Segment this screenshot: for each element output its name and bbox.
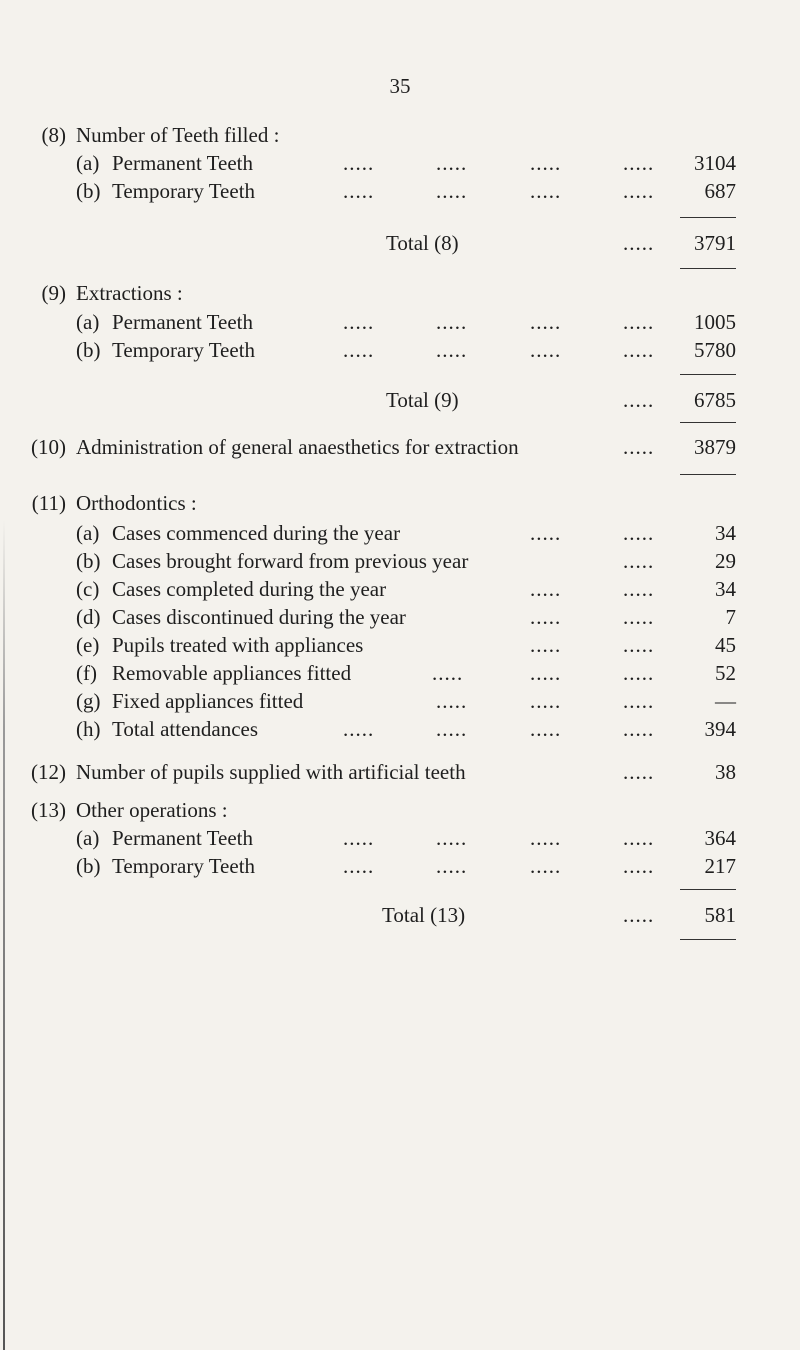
leader-dots: ..... [623, 826, 655, 850]
entry-label: Temporary Teeth [112, 854, 256, 878]
entry-key: (b) [76, 179, 101, 203]
leader-dots: ..... [623, 338, 655, 362]
entry-label: Temporary Teeth [112, 179, 256, 203]
entry-label: Removable appliances fitted [112, 661, 352, 685]
entry-value: 1005 [694, 310, 736, 334]
leader-dots: ..... [623, 689, 655, 713]
leader-dots: ..... [436, 717, 468, 741]
entry-value: 3879 [694, 435, 736, 459]
leader-dots: ..... [530, 717, 562, 741]
entry-key: (b) [76, 549, 101, 573]
leader-dots: ..... [623, 605, 655, 629]
leader-dots: ..... [343, 151, 375, 175]
leader-dots: ..... [436, 310, 468, 334]
entry-key: (a) [76, 310, 100, 334]
entry-key: (d) [76, 605, 101, 629]
sum-rule [680, 939, 736, 940]
section-title: Number of Teeth filled : [76, 123, 280, 147]
entry-label: Permanent Teeth [112, 151, 254, 175]
leader-dots: ..... [623, 151, 655, 175]
entry-key: (a) [76, 521, 100, 545]
entry-label: Cases brought forward from previous year [112, 549, 469, 573]
leader-dots: ..... [343, 854, 375, 878]
entry-value: 687 [704, 179, 736, 203]
sum-rule [680, 217, 736, 218]
section-number: (11) [31, 491, 66, 515]
leader-dots: ..... [623, 388, 655, 412]
leader-dots: ..... [343, 338, 375, 362]
page-number: 35 [389, 74, 411, 98]
leader-dots: ..... [530, 661, 562, 685]
entry-key: (h) [76, 717, 101, 741]
entry-value: 217 [704, 854, 736, 878]
entry-label: Temporary Teeth [112, 338, 256, 362]
leader-dots: ..... [530, 338, 562, 362]
section-number: (8) [41, 123, 66, 147]
sum-rule [680, 889, 736, 890]
entry-key: (b) [76, 854, 101, 878]
leader-dots: ..... [623, 633, 655, 657]
total-value: 3791 [694, 231, 736, 255]
section-title: Other operations : [76, 798, 228, 822]
entry-label: Fixed appliances fitted [112, 689, 304, 713]
entry-value: 3104 [694, 151, 736, 175]
leader-dots: ..... [530, 151, 562, 175]
entry-key: (a) [76, 151, 100, 175]
entry-value: 364 [704, 826, 736, 850]
leader-dots: ..... [530, 689, 562, 713]
sum-rule [680, 422, 736, 423]
section-title: Extractions : [76, 281, 183, 305]
sum-rule [680, 474, 736, 475]
leader-dots: ..... [436, 689, 468, 713]
entry-key: (b) [76, 338, 101, 362]
leader-dots: ..... [436, 151, 468, 175]
entry-label: Cases commenced during the year [112, 521, 401, 545]
leader-dots: ..... [530, 633, 562, 657]
entry-key: (f) [76, 661, 97, 685]
leader-dots: ..... [530, 854, 562, 878]
leader-dots: ..... [343, 310, 375, 334]
entry-label: Permanent Teeth [112, 826, 254, 850]
leader-dots: ..... [623, 577, 655, 601]
leader-dots: ..... [343, 179, 375, 203]
entry-value: — [715, 689, 736, 713]
sum-rule [680, 268, 736, 269]
entry-label: Administration of general anaesthetics for extraction [76, 435, 519, 459]
page-edge-shadow [3, 520, 5, 1350]
entry-value: 394 [704, 717, 736, 741]
section-number: (9) [41, 281, 66, 305]
leader-dots: ..... [530, 577, 562, 601]
leader-dots: ..... [623, 903, 655, 927]
leader-dots: ..... [530, 826, 562, 850]
entry-key: (a) [76, 826, 100, 850]
entry-value: 45 [715, 633, 736, 657]
leader-dots: ..... [623, 549, 655, 573]
total-label: Total (8) [386, 231, 459, 255]
entry-key: (e) [76, 633, 100, 657]
leader-dots: ..... [436, 826, 468, 850]
leader-dots: ..... [530, 605, 562, 629]
total-value: 581 [704, 903, 736, 927]
leader-dots: ..... [436, 854, 468, 878]
section-number: (10) [31, 435, 66, 459]
entry-value: 34 [715, 521, 736, 545]
leader-dots: ..... [623, 179, 655, 203]
section-number: (13) [31, 798, 66, 822]
leader-dots: ..... [432, 661, 464, 685]
entry-value: 29 [715, 549, 736, 573]
leader-dots: ..... [436, 338, 468, 362]
leader-dots: ..... [623, 435, 655, 459]
leader-dots: ..... [530, 310, 562, 334]
entry-value: 34 [715, 577, 736, 601]
section-number: (12) [31, 760, 66, 784]
entry-value: 52 [715, 661, 736, 685]
entry-key: (g) [76, 689, 101, 713]
entry-label: Pupils treated with appliances [112, 633, 364, 657]
total-value: 6785 [694, 388, 736, 412]
entry-label: Permanent Teeth [112, 310, 254, 334]
entry-label: Number of pupils supplied with artificial teeth [76, 760, 466, 784]
entry-value: 5780 [694, 338, 736, 362]
total-label: Total (9) [386, 388, 459, 412]
leader-dots: ..... [623, 661, 655, 685]
entry-label: Cases discontinued during the year [112, 605, 406, 629]
leader-dots: ..... [436, 179, 468, 203]
leader-dots: ..... [343, 826, 375, 850]
leader-dots: ..... [623, 760, 655, 784]
entry-key: (c) [76, 577, 100, 601]
entry-value: 7 [725, 605, 736, 629]
entry-label: Cases completed during the year [112, 577, 387, 601]
entry-value: 38 [715, 760, 736, 784]
total-label: Total (13) [382, 903, 466, 927]
leader-dots: ..... [623, 521, 655, 545]
leader-dots: ..... [343, 717, 375, 741]
leader-dots: ..... [530, 179, 562, 203]
leader-dots: ..... [623, 854, 655, 878]
leader-dots: ..... [623, 231, 655, 255]
leader-dots: ..... [530, 521, 562, 545]
leader-dots: ..... [623, 717, 655, 741]
leader-dots: ..... [623, 310, 655, 334]
sum-rule [680, 374, 736, 375]
entry-label: Total attendances [112, 717, 259, 741]
section-title: Orthodontics : [76, 491, 197, 515]
